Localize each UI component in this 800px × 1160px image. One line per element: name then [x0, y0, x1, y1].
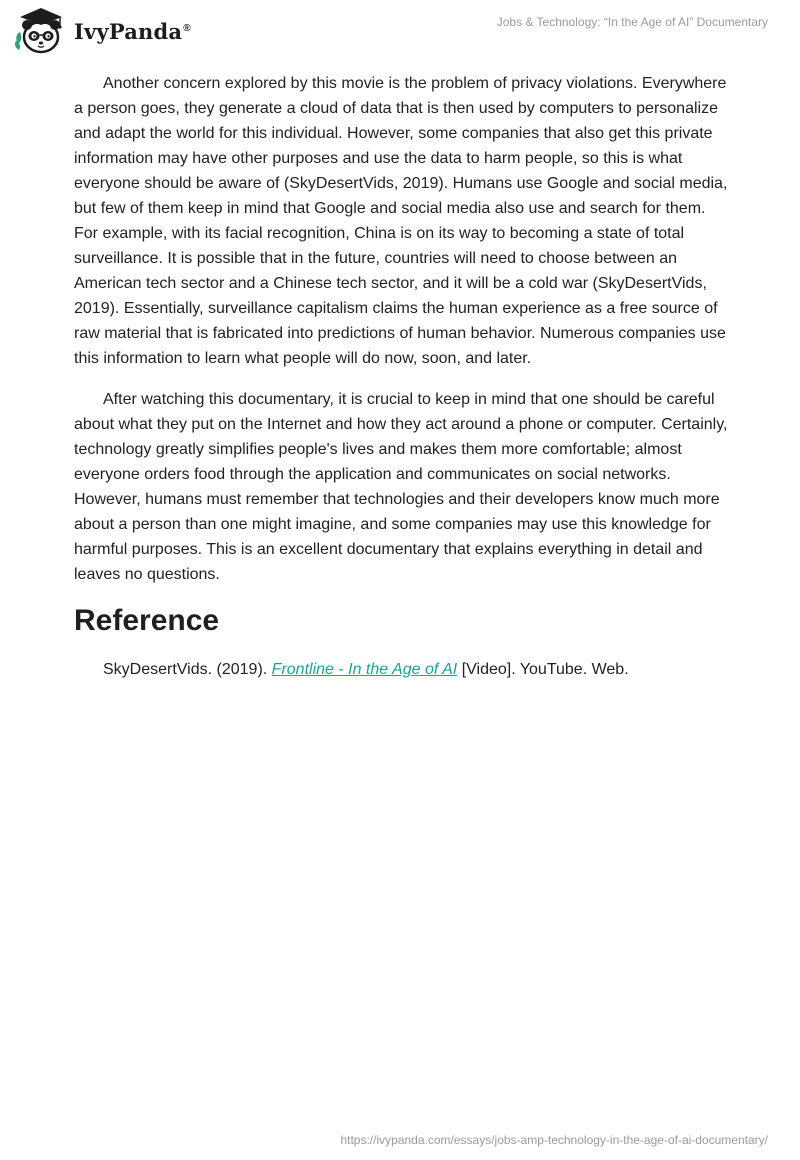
body-paragraph-2: After watching this documentary, it is crucial to keep in mind that one should be careful about what they put on the Internet and how they act around a phone or computer. Certainly, technology greatly simplifies people's lives and makes them more comfortable; almost everyone orders food through the application and communicates on social networks. However, humans must remember that technologies and their developers know much more about a person than one might imagine, and some companies may use this knowledge for harmful purposes. This is an excellent documentary that explains everything in detail and leaves no questions. [74, 391, 728, 583]
essay-content [74, 71, 730, 682]
ivypanda-logo[interactable] [14, 6, 191, 56]
brand-name: IvyPanda® [74, 18, 191, 44]
reference-entry [74, 657, 730, 682]
footer-url[interactable]: https://ivypanda.com/essays/jobs-amp-technology-in-the-age-of-ai-documentary/ [340, 1133, 768, 1147]
panda-graduation-cap-icon [14, 6, 68, 56]
reference-heading: Reference [74, 604, 220, 637]
reference-prefix: SkyDesertVids. (2019). [103, 661, 272, 678]
registered-mark: ® [183, 22, 191, 34]
reference-suffix: [Video]. YouTube. Web. [457, 661, 629, 678]
reference-link[interactable]: Frontline - In the Age of AI [271, 661, 458, 678]
body-paragraph-1: Another concern explored by this movie is the problem of privacy violations. Everywhere a person goes, they generate a cloud of data that is then used by computers to personalize and adapt the world for this individual. However, some companies that also get this private information may have other purposes and use the data to harm people, so this is what everyone should be aware of (SkyDesertVids, 2019). Humans use Google and social media, but few of them keep in mind that Google and social media also use and search for them. For example, with its facial recognition, China is on its way to becoming a state of total surveillance. It is possible that in the future, countries will need to choose between an American tech sector and a Chinese tech sector, and it will be a cold war (SkyDesertVids, 2019). Essentially, surveillance capitalism claims the human experience as a free source of raw material that is fabricated into predictions of human behavior. Numerous companies use this information to learn what people will do now, soon, and later. [74, 75, 728, 367]
document-title: Jobs & Technology: “In the Age of AI” Documentary [496, 15, 768, 29]
page-header [0, 0, 800, 64]
